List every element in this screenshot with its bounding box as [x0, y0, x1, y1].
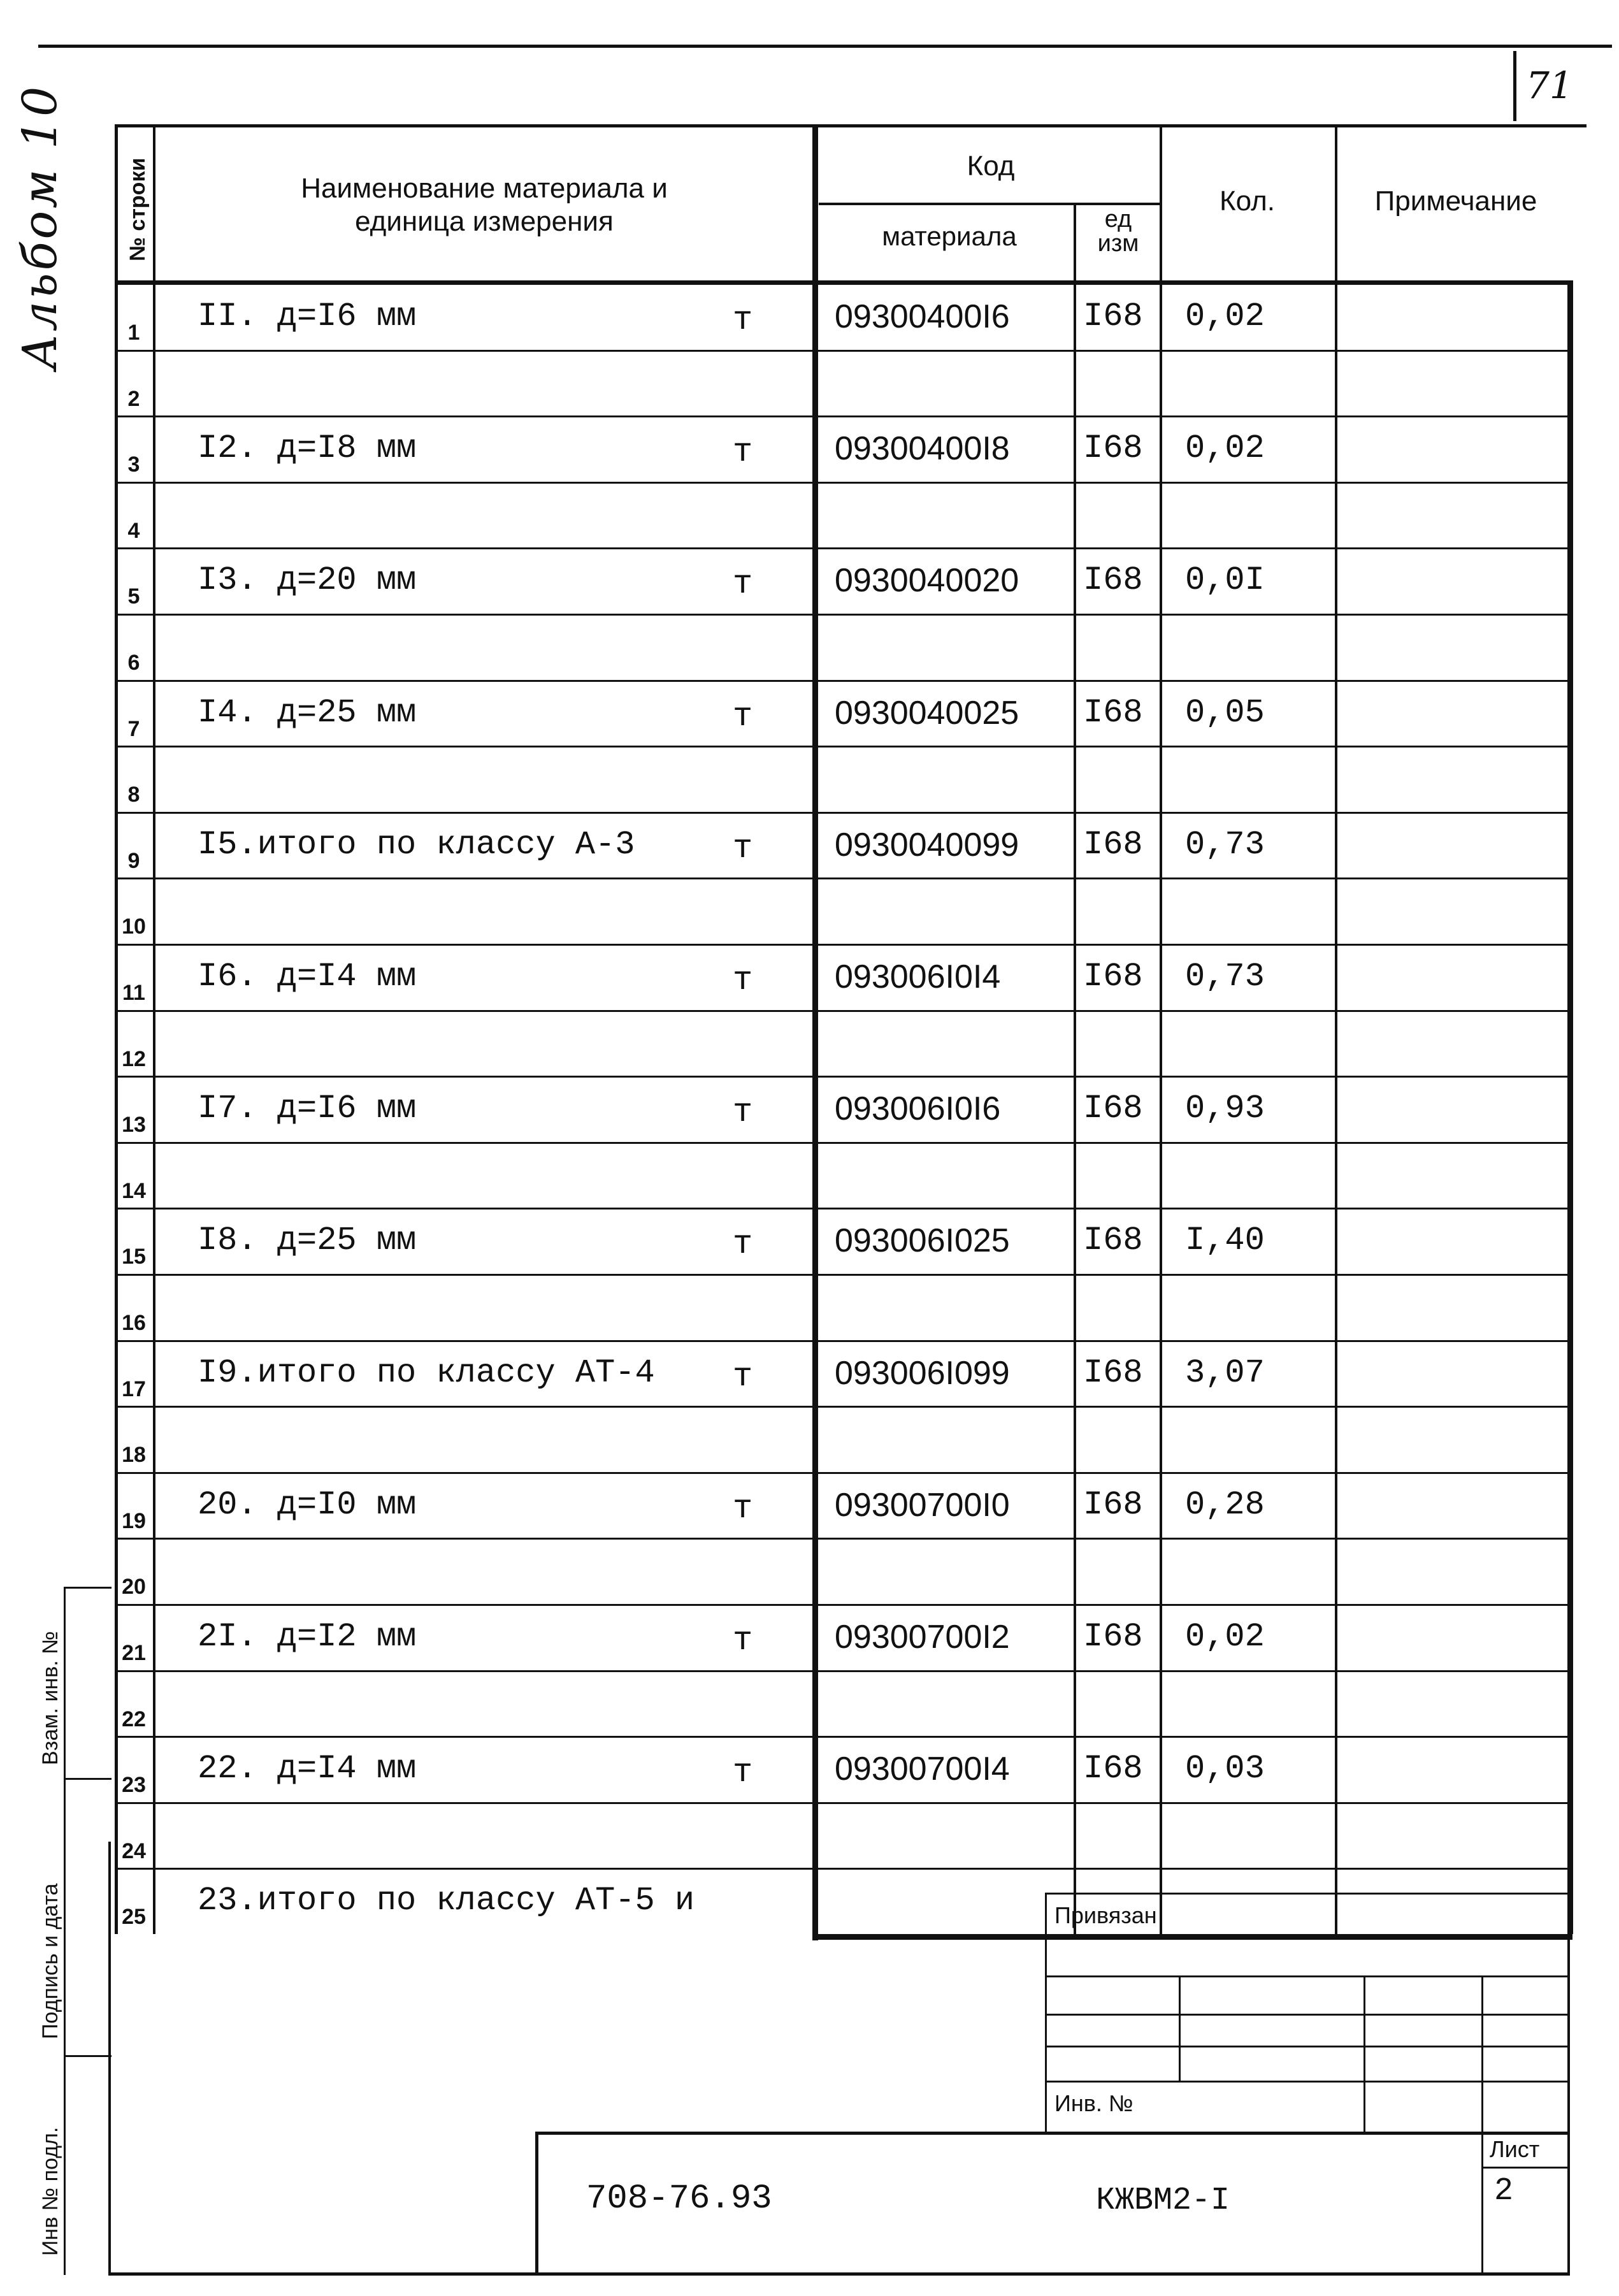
row-number: 5: [127, 584, 140, 609]
unit-code: I68: [1083, 693, 1143, 732]
header-code-group: Код: [967, 150, 1015, 182]
material-name: I9.итого по классу АТ-4: [198, 1354, 655, 1392]
material-name: 23.итого по классу АТ-5 и: [198, 1882, 695, 1920]
row-separator: [115, 1538, 1567, 1540]
quantity: 0,0I: [1185, 561, 1265, 600]
unit-code: I68: [1083, 1354, 1143, 1392]
unit: т: [733, 1357, 753, 1396]
side-stamp-divider: [64, 1587, 66, 2275]
row-number: 18: [122, 1443, 146, 1468]
privyazan-label: Привязан: [1054, 1902, 1157, 1928]
material-code: 0930040020: [835, 562, 1019, 600]
col-line-name: [812, 124, 818, 1940]
row-separator: [115, 415, 1567, 417]
header-row-no: № строки: [126, 157, 150, 261]
row-number: 13: [122, 1113, 146, 1137]
row-separator: [115, 1604, 1567, 1606]
row-number: 12: [122, 1046, 146, 1071]
privyazan-line-1: [1045, 1975, 1567, 1977]
sheet-divider: [1481, 2167, 1567, 2169]
inv-no-label: Инв. №: [1054, 2090, 1133, 2116]
side-stamp-line-3: [64, 2055, 112, 2057]
material-name: 2I. д=I2 мм: [198, 1618, 417, 1656]
quantity: I,40: [1185, 1222, 1265, 1260]
row-separator: [115, 1802, 1567, 1804]
row-separator: [115, 1406, 1567, 1408]
unit: т: [733, 1622, 753, 1659]
unit: т: [733, 962, 753, 999]
frame-right: [1567, 1842, 1570, 2275]
header-code-split: [819, 203, 1160, 205]
row-separator: [115, 1010, 1567, 1012]
col-line-right: [1567, 280, 1573, 1934]
row-number: 24: [122, 1838, 146, 1863]
row-number: 4: [127, 518, 140, 543]
unit-code: I68: [1083, 430, 1143, 468]
unit: т: [733, 829, 753, 867]
unit: т: [733, 1225, 753, 1264]
material-name: I3. д=20 мм: [198, 561, 417, 600]
row-number: 14: [122, 1178, 146, 1203]
row-number: 21: [122, 1641, 146, 1665]
row-separator: [115, 680, 1567, 682]
side-label-inv-vzam: Взам. инв. №: [38, 1631, 62, 1765]
header-code-unit: ед изм: [1097, 206, 1139, 257]
stamp-left: [535, 2132, 538, 2275]
album-note: Альбом 10: [13, 83, 68, 370]
page-number-divider: [1513, 51, 1516, 121]
header-code-material: материала: [882, 221, 1017, 251]
unit-code: I68: [1083, 298, 1143, 335]
quantity: 0,05: [1185, 693, 1265, 732]
header-qty: Кол.: [1219, 185, 1276, 217]
material-name: I7. д=I6 мм: [198, 1090, 417, 1128]
col-line-ed: [1160, 124, 1162, 1934]
row-number: 15: [122, 1245, 146, 1269]
material-name: II. д=I6 мм: [198, 298, 417, 335]
quantity: 0,73: [1185, 825, 1265, 863]
page-number: 71: [1526, 64, 1573, 107]
material-code: 093006I0I6: [835, 1090, 1001, 1128]
privyazan-vline-2: [1364, 1975, 1365, 2135]
doc-code: КЖВМ2-I: [1096, 2183, 1230, 2219]
row-number: 16: [122, 1311, 146, 1335]
row-separator: [115, 482, 1567, 484]
unit: т: [733, 433, 753, 472]
material-code: 09300700I2: [835, 1619, 1010, 1656]
row-separator: [115, 877, 1567, 879]
row-separator: [115, 746, 1567, 747]
side-stamp-line-2: [64, 1778, 112, 1780]
unit-code: I68: [1083, 1222, 1143, 1260]
row-separator: [115, 1142, 1567, 1144]
quantity: 0,02: [1185, 1618, 1265, 1656]
row-number: 8: [127, 783, 140, 807]
stamp-top: [535, 2132, 1567, 2135]
row-separator: [115, 1340, 1567, 1342]
row-separator: [115, 1274, 1567, 1276]
unit-code: I68: [1083, 825, 1143, 863]
quantity: 0,02: [1185, 298, 1265, 335]
material-code: 093006I099: [835, 1354, 1010, 1392]
row-number: 9: [127, 848, 140, 873]
unit-code: I68: [1083, 1485, 1143, 1524]
unit-code: I68: [1083, 1618, 1143, 1656]
row-number: 6: [127, 651, 140, 675]
col-line-code: [1074, 203, 1076, 1934]
side-label-sign-date: Подпись и дата: [38, 1883, 62, 2039]
row-number: 1: [127, 321, 140, 345]
frame-bottom: [108, 2272, 1570, 2276]
col-line-num: [153, 124, 155, 1934]
row-separator: [115, 1208, 1567, 1209]
material-code: 09300400I8: [835, 430, 1010, 468]
unit-code: I68: [1083, 958, 1143, 995]
header-top-line: [115, 124, 1587, 127]
material-code: 09300400I6: [835, 298, 1010, 335]
row-number: 17: [122, 1376, 146, 1401]
row-number: 10: [122, 914, 146, 939]
material-code: 093006I0I4: [835, 958, 1001, 995]
material-code: 09300700I4: [835, 1751, 1010, 1788]
privyazan-top: [1045, 1893, 1567, 1895]
row-separator: [115, 1472, 1567, 1474]
row-number: 25: [122, 1905, 146, 1930]
quantity: 0,03: [1185, 1750, 1265, 1788]
privyazan-vline-1: [1179, 1975, 1181, 2081]
header-bottom-line: [115, 280, 1567, 285]
material-name: I6. д=I4 мм: [198, 958, 417, 995]
privyazan-vline-3: [1481, 1975, 1483, 2275]
row-separator: [115, 812, 1567, 814]
quantity: 0,28: [1185, 1485, 1265, 1524]
row-separator: [115, 350, 1567, 352]
material-code: 0930040025: [835, 694, 1019, 732]
quantity: 0,02: [1185, 430, 1265, 468]
quantity: 0,73: [1185, 958, 1265, 995]
row-number: 22: [122, 1707, 146, 1731]
unit-code: I68: [1083, 1750, 1143, 1788]
doc-number: 708-76.93: [586, 2179, 772, 2218]
material-name: 20. д=I0 мм: [198, 1485, 417, 1524]
row-number: 11: [122, 981, 145, 1005]
material-name: I8. д=25 мм: [198, 1222, 417, 1260]
header-note: Примечание: [1374, 185, 1537, 217]
row-separator: [115, 1076, 1567, 1078]
sheet-label: Лист: [1490, 2136, 1540, 2162]
unit: т: [733, 1489, 753, 1527]
unit: т: [733, 301, 753, 339]
top-rule: [38, 45, 1612, 48]
side-stamp-line-1: [64, 1587, 112, 1589]
material-name: I2. д=I8 мм: [198, 430, 417, 468]
row-separator: [115, 547, 1567, 549]
row-separator: [115, 614, 1567, 616]
row-separator: [115, 1736, 1567, 1738]
unit-code: I68: [1083, 1090, 1143, 1128]
privyazan-line-2: [1045, 2014, 1567, 2016]
material-name: I5.итого по классу А-3: [198, 825, 635, 863]
table-bottom-line: [812, 1934, 1572, 1940]
row-separator: [115, 944, 1567, 946]
row-number: 2: [127, 386, 140, 411]
side-label-inv-podl: Инв № подл.: [38, 2126, 62, 2256]
material-code: 09300700I0: [835, 1486, 1010, 1524]
row-number: 7: [127, 716, 140, 741]
unit: т: [733, 1094, 753, 1132]
row-separator: [115, 1670, 1567, 1672]
material-code: 0930040099: [835, 826, 1019, 863]
row-number: 20: [122, 1575, 146, 1599]
sheet-value: 2: [1494, 2173, 1514, 2209]
quantity: 0,93: [1185, 1090, 1265, 1128]
row-number: 23: [122, 1773, 146, 1798]
col-line-qty: [1335, 124, 1337, 1934]
row-separator: [115, 1868, 1567, 1870]
quantity: 3,07: [1185, 1354, 1265, 1392]
header-name: Наименование материала и единица измерения: [301, 173, 668, 237]
unit: т: [733, 565, 753, 603]
material-name: 22. д=I4 мм: [198, 1750, 417, 1788]
unit: т: [733, 1754, 753, 1792]
unit-code: I68: [1083, 561, 1143, 600]
row-number: 3: [127, 452, 140, 477]
frame-left: [108, 1842, 111, 2275]
material-code: 093006I025: [835, 1222, 1010, 1260]
row-number: 19: [122, 1508, 146, 1533]
material-name: I4. д=25 мм: [198, 693, 417, 732]
privyazan-line-4: [1045, 2081, 1567, 2083]
unit: т: [733, 697, 753, 735]
privyazan-line-3: [1045, 2046, 1567, 2047]
